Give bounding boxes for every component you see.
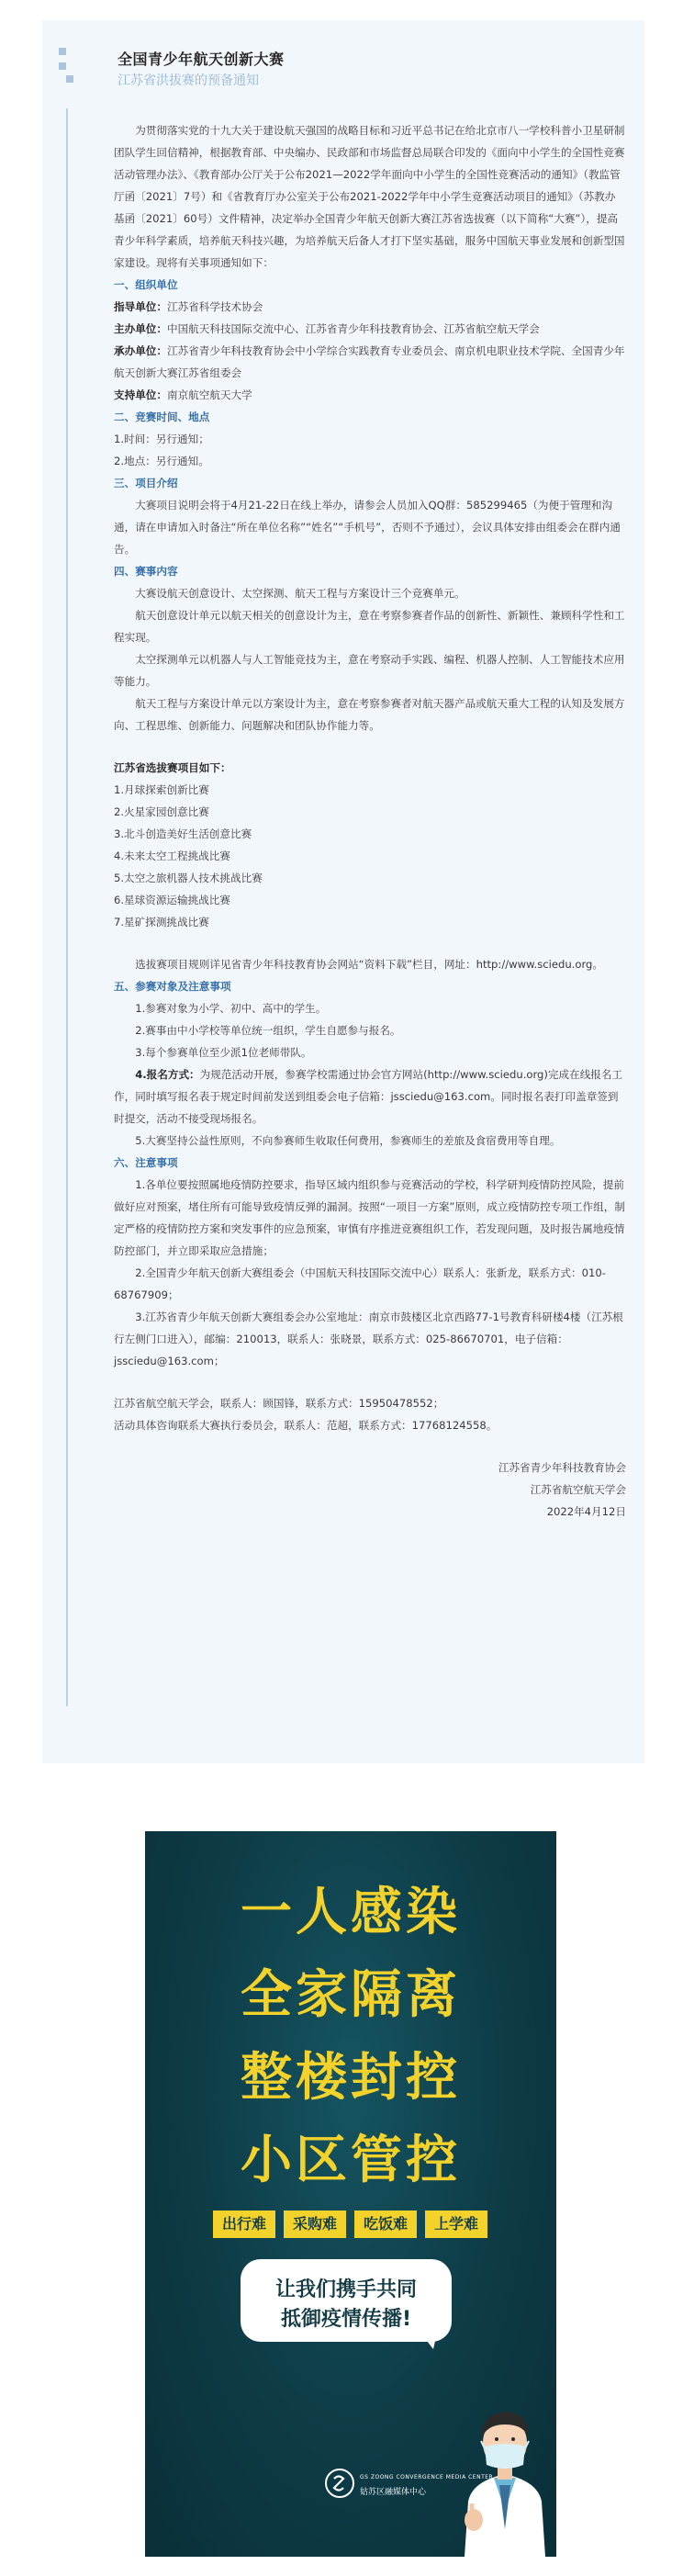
poster-tag: 采购难	[284, 2210, 346, 2238]
epidemic-poster	[145, 1831, 556, 2557]
logo-text-english: GS ZOONG CONVERGENCE MEDIA CENTER	[360, 2474, 494, 2480]
registration-label: 4.报名方式：	[135, 1068, 200, 1081]
list-item: 1.月球探索创新比赛	[114, 783, 209, 796]
organizer-text: 中国航天科技国际交流中心、江苏省青少年科技教育协会、江苏省航空航天学会	[166, 322, 540, 335]
items-title: 江苏省选拔赛项目如下：	[114, 761, 231, 774]
notice-title: 全国青少年航天创新大赛	[118, 51, 285, 68]
signature-line: 江苏省青少年科技教育协会	[498, 1461, 626, 1474]
notice-body	[114, 119, 626, 1523]
organizer-text: 江苏省青少年科技教育协会中小学综合实践教育专业委员会、南京机电职业技术学院、全国青少年航天创新大赛江苏省组委会	[114, 344, 625, 379]
participant-line: 1.参赛对象为小学、初中、高中的学生。	[135, 1002, 327, 1015]
participant-line: 5.大赛坚持公益性原则，不向参赛师生收取任何费用，参赛师生的差旅及食宿费用等自理。	[135, 1134, 561, 1147]
notice-date: 2022年4月12日	[546, 1505, 626, 1518]
section-title-content: 四、赛事内容	[114, 565, 178, 578]
content-paragraph: 航天创意设计单元以航天相关的创意设计为主，意在考察参赛者作品的创新性、新颖性、兼顾科学性和工程实现。	[114, 609, 625, 644]
section-title-organizers: 一、组织单位	[114, 278, 178, 291]
organizer-label: 指导单位：	[114, 300, 167, 313]
participant-line: 3.每个参赛单位至少派1位老师带队。	[135, 1046, 312, 1059]
list-item: 6.星球资源运输挑战比赛	[114, 894, 230, 906]
list-item: 7.星矿探测挑战比赛	[114, 916, 209, 928]
media-center-logo-icon	[325, 2469, 354, 2498]
poster-tag: 上学难	[425, 2210, 487, 2238]
bubble-text-line: 让我们携手共同	[274, 2278, 417, 2301]
organizer-line	[114, 318, 626, 340]
organizer-text: 南京航空航天大学	[166, 388, 252, 401]
organizer-line	[114, 296, 626, 318]
notice-card	[42, 20, 644, 1763]
contact-line: 江苏省航空航天学会，联系人：顾国锋，联系方式：15950478552；	[114, 1397, 444, 1410]
section-title-participants: 五、参赛对象及注意事项	[114, 980, 231, 993]
doctor-illustration-icon	[453, 2382, 556, 2557]
poster-headline-line: 全家隔离	[241, 1965, 461, 2025]
list-item: 5.太空之旅机器人技术挑战比赛	[114, 872, 263, 884]
organizer-line	[114, 340, 626, 384]
speech-bubble	[241, 2259, 452, 2342]
intro-paragraph: 为贯彻落实党的十九大关于建设航天强国的战略目标和习近平总书记在给北京市八一学校科普小卫星研制团队学生回信精神，根据教育部、中央编办、民政部和市场监督总局联合印发的《面向中小学生的全国性竞赛活动管理办法》、《教育部办公厅关于公布2021—2022学年面向中小学生的全国性竞赛活动的通知》（教监管厅函〔2021〕7号）和《省教育厅办公室关于公布2021-2022学年中小学生竞赛活动项目的通知》（苏教办基函〔2021〕60号）文件精神，决定举办全国青少年航天创新大赛江苏省选拔赛（以下简称“大赛”），提高青少年科学素质，培养航天科技兴趣，为培养航天后备人才打下坚实基础，服务中国航天事业发展和创新型国家建设。现将有关事项通知如下：	[114, 124, 625, 269]
notice-subtitle: 江苏省洪拔赛的预备通知	[118, 73, 259, 88]
registration-text: 为规范活动开展，参赛学校需通过协会官方网站(http://www.sciedu.org)完成在线报名工作，同时填写报名表于规定时间前发送到组委会电子信箱：jssciedu@163.com。同时报名表打印盖章签到时提交，活动不接受现场报名。	[114, 1068, 623, 1125]
notes-paragraph: 1.各单位要按照属地疫情防控要求，指导区域内组织参与竞赛活动的学校，科学研判疫情防控风险，提前做好应对预案，堵住所有可能导致疫情反弹的漏洞。按照“一项目一方案”原则，成立疫情防控专项工作组，制定严格的疫情防控方案和突发事件的应急预案，审慎有序推进竞赛组织工作，若发现问题，及时报告属地疫情防控部门，并立即采取应急措施；	[114, 1178, 625, 1257]
organizer-label: 主办单位：	[114, 322, 167, 335]
poster-tag-row	[213, 2210, 488, 2238]
time-line: 1.时间：另行通知；	[114, 433, 209, 445]
notes-paragraph: 3.江苏省青少年航天创新大赛组委会办公室地址：南京市鼓楼区北京西路77-1号教育科研楼4楼（江苏根行左侧门口进入），邮编：210013，联系人：张晓景，联系方式：025-86670701，电子信箱：jssciedu@163.com；	[114, 1310, 623, 1367]
speech-bubble-tail	[420, 2333, 437, 2349]
section-title-time-place: 二、竞赛时间、地点	[114, 411, 210, 423]
project-intro-paragraph: 大赛项目说明会将于4月21-22日在线上举办，请参会人员加入QQ群：585299465（为便于管理和沟通，请在申请加入时备注“所在单位名称”“姓名”“手机号”，否则不予通过），会议具体安排由组委会在群内通告。	[114, 499, 621, 556]
notes-paragraph: 2.全国青少年航天创新大赛组委会（中国航天科技国际交流中心）联系人：张新龙，联系方式：010-68767909；	[114, 1266, 606, 1301]
content-paragraph: 大赛设航天创意设计、太空探测、航天工程与方案设计三个竞赛单元。	[135, 587, 465, 600]
bubble-text-line: 抵御疫情传播!	[280, 2308, 412, 2331]
poster-tag: 出行难	[213, 2210, 275, 2238]
section-title-notes: 六、注意事项	[114, 1156, 178, 1169]
participant-line: 2.赛事由中小学校等单位统一组织，学生自愿参与报名。	[135, 1024, 401, 1037]
list-item: 4.未来太空工程挑战比赛	[114, 849, 230, 862]
contact-line: 活动具体咨询联系大赛执行委员会，联系人：范超，联系方式：17768124558。	[114, 1419, 498, 1432]
corner-decoration	[59, 48, 73, 96]
organizer-label: 支持单位：	[114, 388, 167, 401]
poster-headline-line: 整楼封控	[241, 2048, 461, 2108]
content-paragraph: 航天工程与方案设计单元以方案设计为主，意在考察参赛者对航天器产品或航天重大工程的认知及发展方向、工程思维、创新能力、问题解决和团队协作能力等。	[114, 697, 625, 732]
registration-paragraph	[114, 1063, 626, 1130]
list-item: 3.北斗创造美好生活创意比赛	[114, 827, 252, 840]
poster-tag: 吃饭难	[354, 2210, 417, 2238]
signature-line: 江苏省航空航天学会	[530, 1483, 626, 1496]
decorative-vertical-line	[66, 108, 68, 1706]
place-line: 2.地点：另行通知。	[114, 455, 209, 467]
organizer-label: 承办单位：	[114, 344, 167, 357]
section-title-project-intro: 三、项目介绍	[114, 477, 178, 489]
list-item: 2.火星家园创意比赛	[114, 805, 209, 818]
content-paragraph: 太空探测单元以机器人与人工智能竞技为主，意在考察动手实践、编程、机器人控制、人工智能技术应用等能力。	[114, 653, 625, 688]
rules-paragraph: 选拔赛项目规则详见省青少年科技教育协会网站“资料下载”栏目，网址：http://www.sciedu.org。	[135, 958, 603, 971]
organizer-text: 江苏省科学技术协会	[166, 300, 263, 313]
poster-headline-line: 一人感染	[241, 1883, 461, 1942]
organizer-line	[114, 384, 626, 406]
logo-text-chinese: 姑苏区融媒体中心	[360, 2488, 427, 2497]
poster-headline-line: 小区管控	[241, 2131, 461, 2190]
